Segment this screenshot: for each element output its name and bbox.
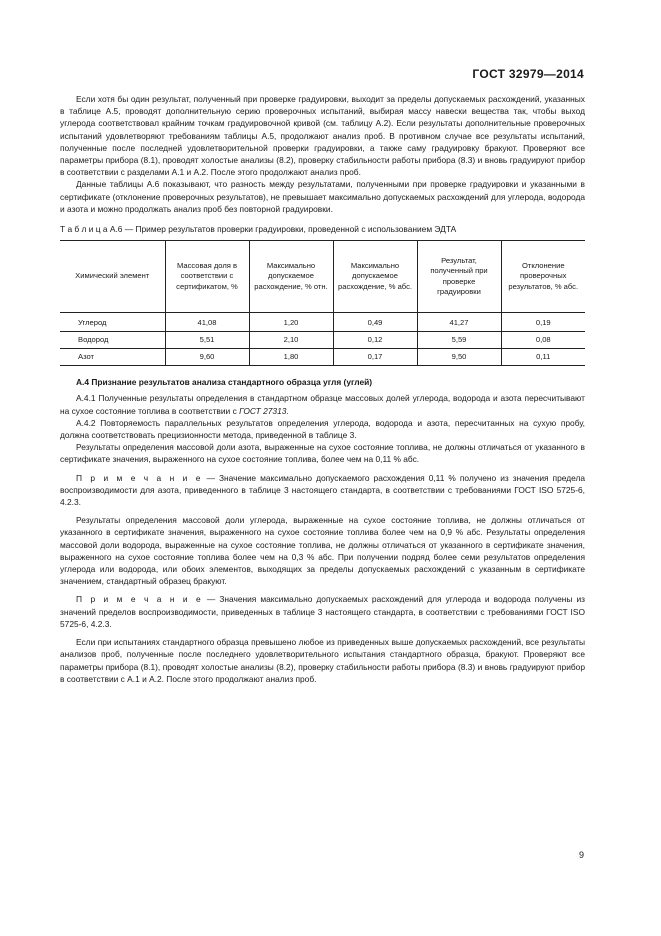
col-header-max-rel: Максимально допускаемое расхождение, % отн. [249, 241, 333, 313]
col-header-result: Результат, полученный при проверке градуировки [417, 241, 501, 313]
paragraph-carbon-hydrogen-limit: Результаты определения массовой доли углерода, выраженные на сухое состояние топлива, не должны отличаться от указанного в сертификате значения, выраженного на сухое состояние топлива более чем на 0,9 % абс. Результаты определения массовой доли водорода, выраженные на сухое состояние топлива, не должны отличаться от указанного в сертификате значения, выраженного на сухое состояние топлива более чем на 0,3 % абс. При получении подряд более семи результатов определения углерода или водорода, или обоих элементов, выходящих за пределы допускаемых расхождений с указанным в сертификате значением, стандартный образец бракуют. [60, 515, 585, 587]
note-text: — Значения максимально допускаемых расхождений для углерода и водорода получены из значений пределов воспроизводимости, приведенных в таблице 3 настоящего стандарта, в соответствии с требованиями ГОСТ ISO 5725-6, 4.2.3. [60, 594, 585, 629]
section-a4-title: А.4 Признание результатов анализа стандартного образца угля (углей) [76, 377, 373, 388]
note-label: П р и м е ч а н и е [76, 594, 203, 605]
paragraph-gradation-check: Если хотя бы один результат, полученный при проверке градуировки, выходит за пределы допускаемых расхождений, указанных в таблице А.5, проводят дополнительную серию проверочных испытаний, выбирая массу навески вещества так, чтобы выход углерода соответствовал крайним точкам градуировочной кривой (см. таблицу А.2). Если результаты дополнительные проверочных испытаний удовлетворяют требованиям таблицы А.5, продолжают анализ проб. В противном случае все результаты испытаний, полученные после последней удовлетворительной проверки градуировки, а также саму градуировку бракуют. Проверяют все параметры прибора (8.1), проводят холостые анализы (8.2), проверку стабильности работы прибора (8.3) и вновь градуируют прибор в соответствии с разделами А.1 и А.2. После этого продолжают анализ проб. [60, 94, 585, 178]
note-label: П р и м е ч а н и е [76, 472, 203, 483]
cell-max-abs: 0,49 [333, 313, 417, 332]
page-content [60, 93, 585, 685]
paragraph-standard-sample-rejection: Если при испытаниях стандартного образца превышено любое из приведенных выше допускаемых расхождений, все результаты анализов проб, полученные после последнего удовлетворительного испытания стандартного образца, бракуют. Проверяют все параметры прибора (8.1), проводят холостые анализы (8.2), проверку стабильности работы прибора (8.3) и вновь градуируют прибор в соответствии с А.1 и А.2. После этого продолжают анализ проб. [60, 637, 585, 684]
table-caption-text: — Пример результатов проверки градуировки, проведенной с использованием ЭДТА [122, 224, 457, 235]
note-text: — Значение максимально допускаемого расхождения 0,11 % получено из значения предела воспроизводимости для азота, приведенного в таблице 3 настоящего стандарта, в соответствии с требованиями ГОСТ ISO 5725-6, 4.2.3. [60, 472, 586, 508]
cell-element: Водород [60, 332, 165, 349]
cell-deviation: 0,08 [501, 332, 585, 349]
cell-certified: 9,60 [165, 349, 249, 366]
cell-max-rel: 1,20 [249, 313, 333, 332]
cell-result: 41,27 [417, 313, 501, 332]
table-header-row [60, 241, 585, 313]
paragraph-nitrogen-limit: Результаты определения массовой доли азота, выраженные на сухое состояние топлива, не должны отличаться от указанного в сертификате значения, выраженного на сухое состояние топлива, более чем на 0,11 % абс. [60, 442, 585, 465]
table-a6 [60, 240, 585, 366]
cell-max-rel: 2,10 [249, 332, 333, 349]
gost-27313-reference: ГОСТ 27313 [239, 405, 287, 416]
paragraph-a4-2: А.4.2 Повторяемость параллельных результатов определения углерода, водорода и азота, пересчитанных на сухую пробу, должна соответствовать прецизионности метода, приведенной в таблице 3. [60, 417, 585, 441]
cell-max-rel: 1,80 [249, 349, 333, 366]
table-caption [60, 223, 585, 235]
cell-certified: 41,08 [165, 313, 249, 332]
table-row [60, 349, 585, 366]
cell-max-abs: 0,17 [333, 349, 417, 366]
cell-max-abs: 0,12 [333, 332, 417, 349]
table-row [60, 332, 585, 349]
cell-deviation: 0,11 [501, 349, 585, 366]
col-header-max-abs: Максимально допускаемое расхождение, % абс. [333, 241, 417, 313]
table-caption-label: Т а б л и ц а А.6 [60, 224, 123, 235]
col-header-certified: Массовая доля в соответствии с сертификатом, % [165, 241, 249, 313]
col-header-element: Химический элемент [60, 241, 165, 313]
document-code: ГОСТ 32979—2014 [472, 67, 584, 81]
note-carbon-hydrogen [60, 593, 585, 630]
cell-deviation: 0,19 [501, 313, 585, 332]
paragraph-a4-1 [60, 392, 585, 416]
paragraph-a4-1-text: А.4.1 Полученные результаты определения в стандартном образце массовых долей углерода, водорода и азота пересчитывают на сухое состояние топлива в соответствии с [60, 393, 585, 416]
col-header-deviation: Отклонение проверочных результатов, % абс. [501, 241, 585, 313]
cell-result: 9,50 [417, 349, 501, 366]
paragraph-a4-1-end: . [286, 405, 289, 416]
table-row [60, 313, 585, 332]
note-nitrogen [60, 472, 585, 509]
cell-element: Азот [60, 349, 165, 366]
cell-element: Углерод [78, 317, 107, 327]
cell-result: 5,59 [417, 332, 501, 349]
paragraph-table-a6-summary: Данные таблицы А.6 показывают, что разность между результатами, полученными при проверке градуировки и указанными в сертификате (отклонение проверочных результатов), не превышает максимально допускаемых расхождений для углерода, водорода и азота и можно продолжать анализ проб без повторной градуировки. [60, 179, 585, 214]
cell-certified: 5,51 [165, 332, 249, 349]
page-number: 9 [578, 850, 584, 860]
